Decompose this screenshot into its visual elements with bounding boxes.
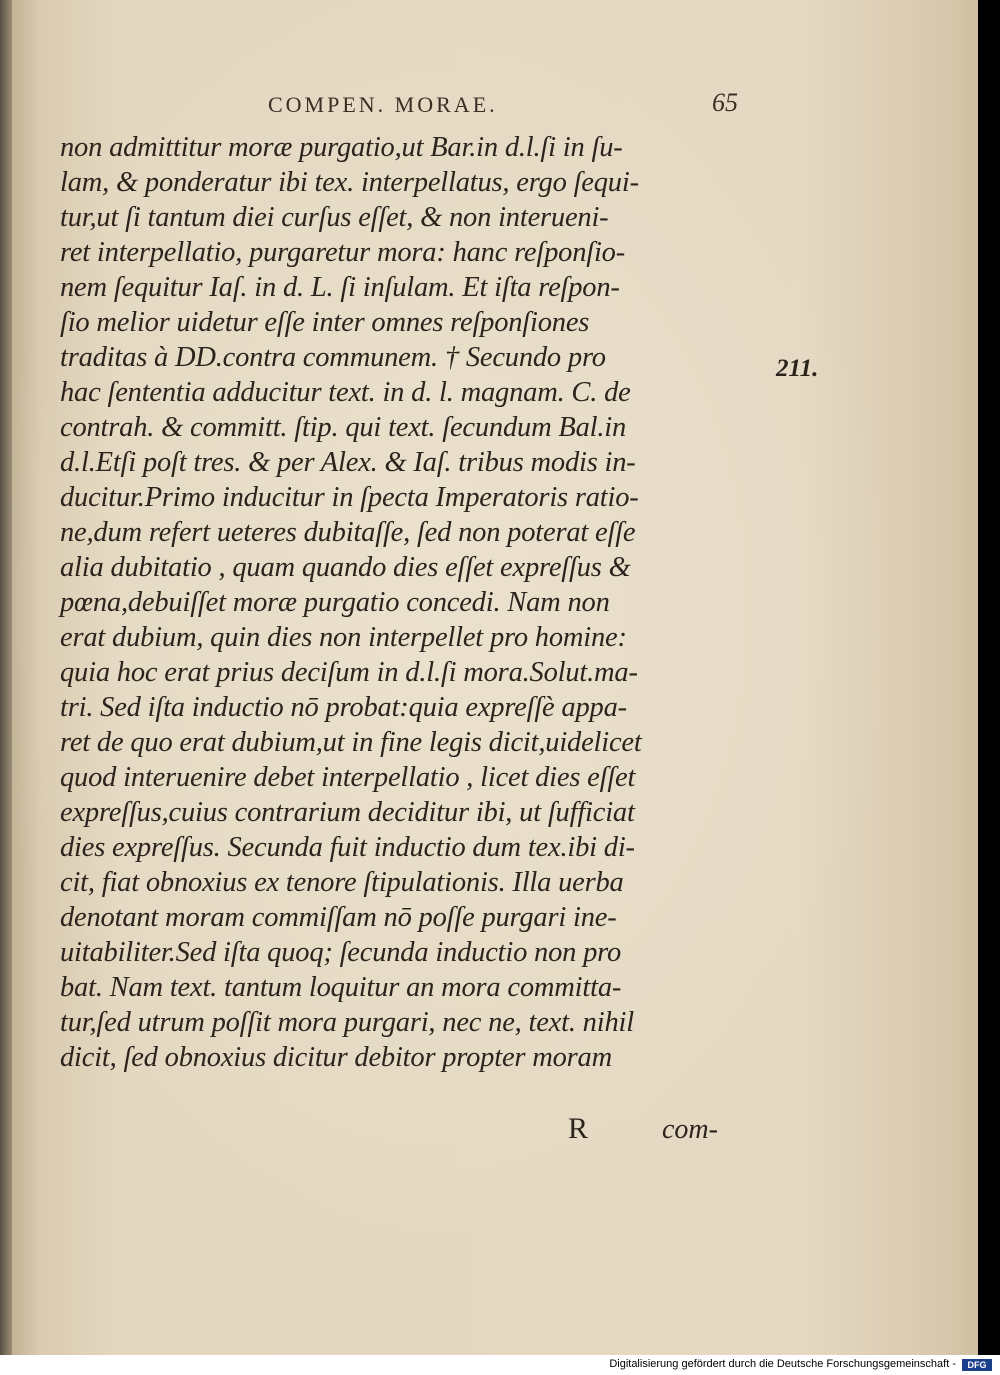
text-line: alia dubitatio , quam quando dies eſſet expreſſus & [60,552,631,583]
catchword: com- [662,1114,718,1145]
text-line: contrah. & committ. ſtip. qui text. ſecundum Bal.in [60,412,627,443]
margin-note: 211. [776,355,819,382]
text-line: pœna,debuiſſet moræ purgatio concedi. Nam non [60,587,610,618]
text-line: quod interuenire debet interpellatio , licet dies eſſet [60,762,636,793]
text-line: uitabiliter.Sed iſta quoq; ſecunda inductio non pro [60,937,622,968]
text-line: non admittitur moræ purgatio,ut Bar.in d.l.ſi in ſu- [60,132,623,163]
running-head [0,86,978,126]
funding-notice: Digitalisierung gefördert durch die Deutsche Forschungsgemeinschaft - [609,1358,956,1370]
text-line: tur,ut ſi tantum diei curſus eſſet, & non interueni- [60,202,609,233]
text-line: dicit, ſed obnoxius dicitur debitor propter moram [60,1042,612,1073]
text-line: ret interpellatio, purgaretur mora: hanc reſponſio- [60,237,626,268]
text-line: expreſſus,cuius contrarium deciditur ibi, ut ſufficiat [60,797,635,828]
text-line: denotant moram commiſſam nō poſſe purgari ine- [60,902,617,933]
text-line: tur,ſed utrum poſſit mora purgari, nec ne, text. nihil [60,1007,634,1038]
page-number: 65 [712,88,738,117]
text-line: nem ſequitur Iaſ. in d. L. ſi inſulam. Et iſta reſpon- [60,272,620,303]
text-line: traditas à DD.contra communem. † Secundo pro [60,342,606,373]
text-line: tri. Sed iſta inductio nō probat:quia expreſſè appa- [60,692,627,723]
scan-border [978,0,1000,1355]
signature-mark: R [568,1112,589,1145]
text-line: cit, fiat obnoxius ex tenore ſtipulationis. Illa uerba [60,867,624,898]
text-line: lam, & ponderatur ibi tex. interpellatus, ergo ſequi- [60,167,639,198]
dfg-logo: DFG [962,1359,992,1371]
text-line: erat dubium, quin dies non interpellet pro homine: [60,622,627,653]
text-line: ne,dum refert ueteres dubitaſſe, ſed non poterat eſſe [60,517,636,548]
text-line: quia hoc erat prius deciſum in d.l.ſi mora.Solut.ma- [60,657,638,688]
text-line: ſio melior uidetur eſſe inter omnes reſponſiones [60,307,590,338]
text-line: bat. Nam text. tantum loquitur an mora committa- [60,972,622,1003]
body-text [60,130,740,1075]
book-spine-edge [0,0,12,1355]
footer-bar [0,1355,1000,1375]
running-title: COMPEN. MORAE. [268,92,498,117]
text-line: ret de quo erat dubium,ut in fine legis dicit,uidelicet [60,727,642,758]
text-line: ducitur.Primo inducitur in ſpecta Imperatoris ratio- [60,482,639,513]
text-line: d.l.Etſi poſt tres. & per Alex. & Iaſ. tribus modis in- [60,447,636,478]
text-line: hac ſententia adducitur text. in d. l. magnam. C. de [60,377,631,408]
text-line: dies expreſſus. Secunda fuit inductio dum tex.ibi di- [60,832,635,863]
